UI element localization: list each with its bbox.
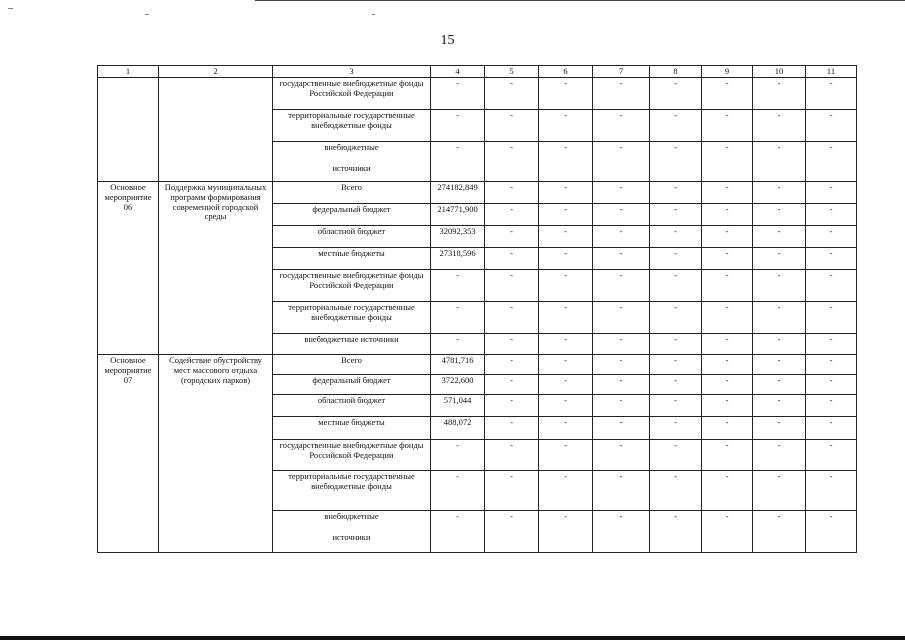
year-value-cell: - [593, 511, 650, 553]
scan-artifact [372, 14, 375, 15]
year-value-cell: - [539, 78, 593, 110]
year-value-cell: - [539, 302, 593, 334]
scan-artifact [145, 14, 149, 15]
year-value-cell: - [702, 395, 753, 417]
amount-cell: 274182,849 [431, 182, 485, 204]
year-value-cell: - [485, 204, 539, 226]
column-header: 11 [806, 66, 857, 78]
year-value-cell: - [806, 78, 857, 110]
amount-cell: - [431, 110, 485, 142]
year-value-cell: - [753, 78, 806, 110]
column-header: 6 [539, 66, 593, 78]
year-value-cell: - [753, 302, 806, 334]
column-header: 3 [273, 66, 431, 78]
funding-source-cell: федеральный бюджет [273, 204, 431, 226]
year-value-cell: - [702, 226, 753, 248]
amount-cell: - [431, 142, 485, 182]
year-value-cell: - [485, 334, 539, 355]
funding-source-cell: территориальные государственные внебюджетные фонды [273, 302, 431, 334]
year-value-cell: - [753, 182, 806, 204]
year-value-cell: - [753, 395, 806, 417]
year-value-cell: - [702, 334, 753, 355]
year-value-cell: - [650, 417, 702, 440]
year-value-cell: - [593, 182, 650, 204]
amount-cell: 571,044 [431, 395, 485, 417]
year-value-cell: - [539, 226, 593, 248]
year-value-cell: - [753, 226, 806, 248]
funding-source-cell [273, 142, 431, 182]
amount-cell: 214771,900 [431, 204, 485, 226]
year-value-cell: - [753, 110, 806, 142]
amount-cell: - [431, 78, 485, 110]
year-value-cell: - [650, 204, 702, 226]
year-value-cell: - [593, 355, 650, 375]
year-value-cell: - [539, 395, 593, 417]
year-value-cell: - [650, 110, 702, 142]
column-header: 9 [702, 66, 753, 78]
amount-cell: - [431, 334, 485, 355]
column-header: 2 [159, 66, 273, 78]
year-value-cell: - [753, 334, 806, 355]
year-value-cell: - [702, 440, 753, 471]
year-value-cell: - [753, 511, 806, 553]
funding-source-label: источники [332, 531, 371, 542]
year-value-cell: - [702, 110, 753, 142]
year-value-cell: - [485, 471, 539, 511]
year-value-cell: - [806, 471, 857, 511]
funding-source-cell: государственные внебюджетные фонды Российской Федерации [273, 440, 431, 471]
column-header: 1 [98, 66, 159, 78]
year-value-cell: - [485, 248, 539, 270]
year-value-cell: - [806, 334, 857, 355]
funding-source-cell: местные бюджеты [273, 417, 431, 440]
year-value-cell: - [539, 142, 593, 182]
column-number-row [98, 66, 857, 78]
year-value-cell: - [485, 302, 539, 334]
year-value-cell: - [593, 395, 650, 417]
year-value-cell: - [593, 270, 650, 302]
year-value-cell: - [539, 375, 593, 395]
year-value-cell: - [753, 204, 806, 226]
year-value-cell: - [650, 78, 702, 110]
year-value-cell: - [485, 375, 539, 395]
year-value-cell: - [702, 417, 753, 440]
event-name-cell: Поддержка муниципальных программ формирования современной городской среды [159, 182, 273, 355]
year-value-cell: - [485, 110, 539, 142]
year-value-cell: - [650, 302, 702, 334]
year-value-cell: - [593, 142, 650, 182]
amount-cell: - [431, 302, 485, 334]
event-code-cell: Основное мероприятие 06 [98, 182, 159, 355]
year-value-cell: - [593, 78, 650, 110]
funding-source-label: источники [332, 162, 371, 173]
year-value-cell: - [806, 270, 857, 302]
funding-source-cell: территориальные государственные внебюджетные фонды [273, 471, 431, 511]
funding-source-cell: местные бюджеты [273, 248, 431, 270]
year-value-cell: - [650, 226, 702, 248]
funding-source-cell: Всего [273, 355, 431, 375]
amount-cell: - [431, 270, 485, 302]
amount-cell: 3722,600 [431, 375, 485, 395]
year-value-cell: - [593, 417, 650, 440]
year-value-cell: - [806, 440, 857, 471]
year-value-cell: - [539, 110, 593, 142]
amount-cell: 488,072 [431, 417, 485, 440]
funding-source-cell: территориальные государственные внебюджетные фонды [273, 110, 431, 142]
year-value-cell: - [593, 471, 650, 511]
page-number: 15 [440, 33, 455, 48]
year-value-cell: - [753, 417, 806, 440]
year-value-cell: - [539, 471, 593, 511]
funding-source-cell [273, 511, 431, 553]
year-value-cell: - [753, 248, 806, 270]
column-header: 8 [650, 66, 702, 78]
funding-source-cell: Всего [273, 182, 431, 204]
event-code-cell [98, 78, 159, 182]
amount-cell: 4781,716 [431, 355, 485, 375]
column-header: 5 [485, 66, 539, 78]
year-value-cell: - [539, 334, 593, 355]
amount-cell: 32092,353 [431, 226, 485, 248]
table-row [98, 78, 857, 110]
scan-artifact [8, 8, 13, 9]
year-value-cell: - [702, 511, 753, 553]
scan-edge-line [0, 636, 905, 640]
funding-source-cell: областной бюджет [273, 395, 431, 417]
year-value-cell: - [650, 440, 702, 471]
year-value-cell: - [485, 417, 539, 440]
year-value-cell: - [806, 302, 857, 334]
event-code-cell: Основное мероприятие 07 [98, 355, 159, 553]
funding-source-cell: областной бюджет [273, 226, 431, 248]
event-name-cell: Содействие обустройству мест массового отдыха (городских парков) [159, 355, 273, 553]
table-row [98, 355, 857, 375]
year-value-cell: - [539, 417, 593, 440]
year-value-cell: - [539, 355, 593, 375]
year-value-cell: - [806, 417, 857, 440]
budget-table [97, 65, 857, 553]
year-value-cell: - [485, 182, 539, 204]
year-value-cell: - [702, 78, 753, 110]
year-value-cell: - [650, 334, 702, 355]
column-header: 7 [593, 66, 650, 78]
year-value-cell: - [806, 375, 857, 395]
year-value-cell: - [650, 395, 702, 417]
amount-cell: - [431, 471, 485, 511]
year-value-cell: - [806, 226, 857, 248]
year-value-cell: - [650, 142, 702, 182]
year-value-cell: - [753, 355, 806, 375]
year-value-cell: - [593, 375, 650, 395]
year-value-cell: - [753, 270, 806, 302]
year-value-cell: - [702, 355, 753, 375]
year-value-cell: - [702, 182, 753, 204]
year-value-cell: - [702, 142, 753, 182]
year-value-cell: - [539, 248, 593, 270]
amount-cell: - [431, 511, 485, 553]
year-value-cell: - [702, 375, 753, 395]
year-value-cell: - [650, 355, 702, 375]
amount-cell: - [431, 440, 485, 471]
year-value-cell: - [753, 142, 806, 182]
year-value-cell: - [650, 248, 702, 270]
year-value-cell: - [485, 440, 539, 471]
year-value-cell: - [650, 471, 702, 511]
year-value-cell: - [806, 110, 857, 142]
year-value-cell: - [593, 204, 650, 226]
year-value-cell: - [702, 471, 753, 511]
funding-source-cell: федеральный бюджет [273, 375, 431, 395]
year-value-cell: - [650, 182, 702, 204]
scan-edge-line [255, 0, 905, 1]
year-value-cell: - [753, 471, 806, 511]
year-value-cell: - [702, 302, 753, 334]
year-value-cell: - [593, 226, 650, 248]
funding-source-cell: внебюджетные источники [273, 334, 431, 355]
year-value-cell: - [485, 226, 539, 248]
year-value-cell: - [702, 248, 753, 270]
year-value-cell: - [485, 78, 539, 110]
funding-source-cell: государственные внебюджетные фонды Российской Федерации [273, 270, 431, 302]
year-value-cell: - [593, 248, 650, 270]
year-value-cell: - [806, 204, 857, 226]
year-value-cell: - [539, 511, 593, 553]
year-value-cell: - [539, 440, 593, 471]
year-value-cell: - [650, 270, 702, 302]
year-value-cell: - [485, 395, 539, 417]
year-value-cell: - [806, 355, 857, 375]
year-value-cell: - [593, 110, 650, 142]
funding-source-label: внебюджетные [324, 142, 379, 152]
year-value-cell: - [806, 182, 857, 204]
year-value-cell: - [806, 511, 857, 553]
table-row [98, 182, 857, 204]
year-value-cell: - [539, 204, 593, 226]
year-value-cell: - [650, 375, 702, 395]
year-value-cell: - [485, 511, 539, 553]
amount-cell: 27318,596 [431, 248, 485, 270]
funding-source-cell: государственные внебюджетные фонды Российской Федерации [273, 78, 431, 110]
year-value-cell: - [806, 395, 857, 417]
year-value-cell: - [485, 142, 539, 182]
year-value-cell: - [806, 248, 857, 270]
event-name-cell [159, 78, 273, 182]
year-value-cell: - [485, 270, 539, 302]
year-value-cell: - [593, 334, 650, 355]
year-value-cell: - [539, 182, 593, 204]
column-header: 10 [753, 66, 806, 78]
year-value-cell: - [702, 204, 753, 226]
year-value-cell: - [753, 375, 806, 395]
year-value-cell: - [753, 440, 806, 471]
year-value-cell: - [593, 302, 650, 334]
year-value-cell: - [539, 270, 593, 302]
year-value-cell: - [702, 270, 753, 302]
column-header: 4 [431, 66, 485, 78]
year-value-cell: - [650, 511, 702, 553]
year-value-cell: - [485, 355, 539, 375]
funding-source-label: внебюджетные [324, 511, 379, 521]
year-value-cell: - [806, 142, 857, 182]
year-value-cell: - [593, 440, 650, 471]
